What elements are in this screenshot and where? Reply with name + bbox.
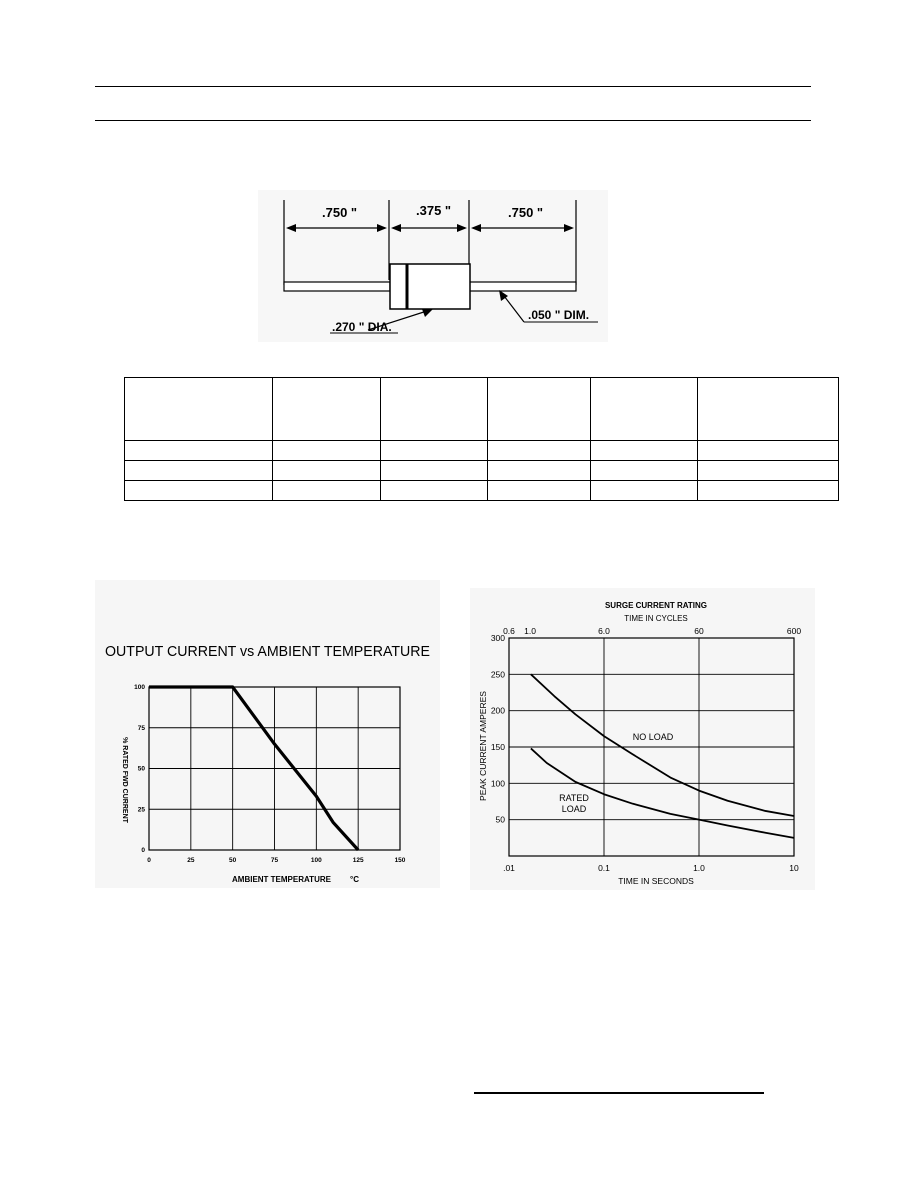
y-axis-label: % RATED FWD CURRENT (121, 737, 128, 823)
table-cell (591, 441, 698, 461)
top-tick-label: 60 (694, 626, 704, 636)
table-cell (698, 378, 839, 441)
table-cell (591, 461, 698, 481)
top-tick-label: 1.0 (524, 626, 536, 636)
table-cell (698, 461, 839, 481)
y-tick-label: 0 (141, 847, 145, 854)
outline-drawing (258, 190, 608, 342)
annotation-load: LOAD (561, 804, 587, 814)
x-tick-label: 1.0 (693, 863, 705, 873)
table-cell (272, 461, 380, 481)
table-cell (272, 481, 380, 501)
table-cell (380, 441, 488, 461)
x-tick-label: 25 (187, 857, 195, 864)
table-row (125, 481, 839, 501)
x-tick-label: 10 (789, 863, 799, 873)
table-cell (380, 378, 488, 441)
chart-title: OUTPUT CURRENT vs AMBIENT TEMPERATURE (105, 644, 431, 660)
derating-chart (95, 580, 440, 888)
table-cell (125, 441, 273, 461)
x-tick-label: 0.1 (598, 863, 610, 873)
y-tick-label: 25 (137, 806, 145, 814)
table-cell (698, 481, 839, 501)
x-axis-label: TIME IN SECONDS (618, 876, 694, 886)
top-tick-label: 0.6 (503, 626, 515, 636)
spec-table-header-row (125, 378, 839, 441)
x-axis-label: AMBIENT TEMPERATURE (232, 875, 331, 884)
y-tick-label: 50 (137, 765, 145, 773)
x-tick-label: 0 (147, 857, 151, 864)
dim-left-label: .750 " (322, 205, 358, 220)
x-tick-label: .01 (503, 863, 515, 873)
y-axis-label: PEAK CURRENT AMPERES (478, 691, 488, 801)
signature-line (474, 1092, 764, 1094)
y-tick-label: 50 (495, 814, 505, 825)
table-cell (125, 378, 273, 441)
top-tick-label: 6.0 (598, 626, 610, 636)
table-cell (698, 441, 839, 461)
top-tick-label: 600 (786, 626, 802, 636)
x-tick-label: 125 (352, 857, 364, 864)
table-cell (591, 481, 698, 501)
table-cell (380, 461, 488, 481)
header-rule-bottom (95, 120, 811, 121)
y-tick-label: 100 (490, 778, 505, 789)
table-cell (488, 481, 591, 501)
spec-table (124, 377, 839, 501)
table-row (125, 461, 839, 481)
dim-body-label: .375 " (416, 203, 452, 218)
y-tick-label: 250 (490, 669, 505, 680)
y-tick-label: 100 (134, 684, 145, 691)
y-tick-label: 200 (490, 705, 505, 716)
table-cell (125, 461, 273, 481)
annotation-no-load: NO LOAD (632, 732, 674, 742)
table-cell (125, 481, 273, 501)
surge-current-chart (470, 588, 815, 890)
x-axis-unit: °C (350, 875, 359, 884)
y-tick-label: 150 (490, 742, 505, 752)
table-cell (380, 481, 488, 501)
table-cell (488, 461, 591, 481)
dim-lead-dia-label: .050 " DIM. (528, 308, 590, 322)
annotation-rated: RATED (559, 793, 589, 803)
dim-body-dia-label: .270 " DIA. (332, 320, 392, 334)
table-cell (488, 441, 591, 461)
table-cell (272, 378, 380, 441)
table-cell (272, 441, 380, 461)
chart-title: SURGE CURRENT RATING (604, 601, 708, 610)
x-tick-label: 150 (394, 857, 406, 864)
x-tick-label: 50 (229, 857, 237, 864)
top-axis-label: TIME IN CYCLES (624, 614, 688, 623)
table-cell (488, 378, 591, 441)
x-tick-label: 75 (270, 857, 279, 864)
dim-right-label: .750 " (508, 205, 544, 220)
table-cell (591, 378, 698, 441)
x-tick-label: 100 (310, 857, 322, 864)
table-row (125, 441, 839, 461)
header-rule-top (95, 86, 811, 87)
y-tick-label: 75 (137, 724, 145, 732)
y-tick-label: 300 (490, 633, 505, 643)
